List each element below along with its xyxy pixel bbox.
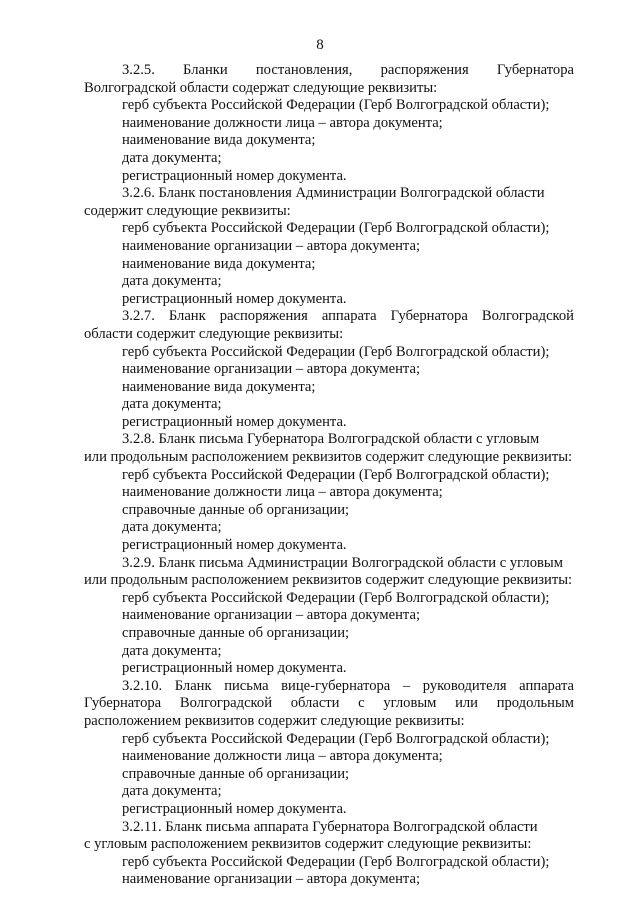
requisite-list-item: регистрационный номер документа. bbox=[122, 800, 347, 817]
clause-heading-line: 3.2.5. Бланки постановления, распоряжения Губернатора bbox=[122, 62, 574, 78]
clause-text-line: расположением реквизитов содержит следующие реквизиты: bbox=[84, 712, 465, 729]
clause-text-line: или продольным расположением реквизитов содержит следующие реквизиты: bbox=[84, 572, 573, 589]
requisite-list-item: наименование вида документа; bbox=[122, 378, 316, 395]
requisite-list-item: регистрационный номер документа. bbox=[122, 290, 347, 307]
clause-section bbox=[84, 185, 574, 308]
requisite-list-item: дата документа; bbox=[122, 783, 222, 800]
requisite-list-item: дата документа; bbox=[122, 273, 222, 290]
clause-heading-line: 3.2.10. Бланк письма вице-губернатора – руководителя аппарата bbox=[122, 677, 574, 694]
clause-text-line: или продольным расположением реквизитов содержит следующие реквизиты: bbox=[84, 449, 573, 466]
requisite-list-item: герб субъекта Российской Федерации (Герб Волгоградской области); bbox=[122, 97, 550, 114]
clause-section bbox=[84, 555, 574, 678]
requisite-list-item: герб субъекта Российской Федерации (Герб Волгоградской области); bbox=[122, 220, 550, 237]
clause-heading-line: 3.2.8. Бланк письма Губернатора Волгоградской области с угловым bbox=[122, 431, 540, 448]
clause-text-line: Волгоградской области содержат следующие реквизиты: bbox=[84, 79, 438, 96]
clause-section bbox=[84, 62, 574, 185]
clause-heading-line: 3.2.7. Бланк распоряжения аппарата Губернатора Волгоградской bbox=[122, 308, 574, 325]
requisite-list-item: наименование организации – автора документа; bbox=[122, 237, 421, 254]
requisite-list-item: справочные данные об организации; bbox=[122, 765, 350, 782]
requisite-list-item: наименование должности лица – автора документа; bbox=[122, 748, 443, 765]
requisite-list-item: наименование вида документа; bbox=[122, 255, 316, 272]
requisite-list-item: наименование организации – автора документа; bbox=[122, 871, 421, 888]
document-body bbox=[84, 62, 574, 889]
clause-heading-line: 3.2.11. Бланк письма аппарата Губернатора Волгоградской области bbox=[122, 818, 538, 835]
requisite-list-item: регистрационный номер документа. bbox=[122, 413, 347, 430]
clause-text-line: содержит следующие реквизиты: bbox=[84, 202, 291, 219]
requisite-list-item: наименование организации – автора документа; bbox=[122, 607, 421, 624]
requisite-list-item: регистрационный номер документа. bbox=[122, 660, 347, 677]
requisite-list-item: дата документа; bbox=[122, 642, 222, 659]
requisite-list-item: справочные данные об организации; bbox=[122, 501, 350, 518]
requisite-list-item: наименование должности лица – автора документа; bbox=[122, 484, 443, 501]
requisite-list-item: наименование организации – автора документа; bbox=[122, 361, 421, 378]
clause-section bbox=[84, 678, 574, 819]
requisite-list-item: наименование вида документа; bbox=[122, 132, 316, 149]
requisite-list-item: справочные данные об организации; bbox=[122, 625, 350, 641]
clause-text-line: с угловым расположением реквизитов содержит следующие реквизиты: bbox=[84, 836, 532, 853]
clause-heading-line: 3.2.9. Бланк письма Администрации Волгоградской области с угловым bbox=[122, 554, 563, 571]
clause-text-line: Губернатора Волгоградской области с угловым или продольным bbox=[84, 695, 574, 712]
page-number: 8 bbox=[316, 37, 324, 53]
requisite-list-item: регистрационный номер документа. bbox=[122, 537, 347, 554]
requisite-list-item: герб субъекта Российской Федерации (Герб Волгоградской области); bbox=[122, 343, 550, 360]
requisite-list-item: герб субъекта Российской Федерации (Герб Волгоградской области); bbox=[122, 589, 550, 606]
clause-text-line: области содержит следующие реквизиты: bbox=[84, 325, 344, 342]
requisite-list-item: регистрационный номер документа. bbox=[122, 167, 347, 184]
requisite-list-item: дата документа; bbox=[122, 519, 222, 536]
clause-section bbox=[84, 819, 574, 889]
requisite-list-item: герб субъекта Российской Федерации (Герб Волгоградской области); bbox=[122, 466, 550, 483]
requisite-list-item: герб субъекта Российской Федерации (Герб Волгоградской области); bbox=[122, 853, 550, 870]
clause-section bbox=[84, 431, 574, 554]
clause-heading-line: 3.2.6. Бланк постановления Администрации Волгоградской области bbox=[122, 185, 545, 202]
requisite-list-item: дата документа; bbox=[122, 149, 222, 166]
requisite-list-item: наименование должности лица – автора документа; bbox=[122, 114, 443, 131]
requisite-list-item: герб субъекта Российской Федерации (Герб Волгоградской области); bbox=[122, 730, 550, 747]
requisite-list-item: дата документа; bbox=[122, 396, 222, 413]
clause-section bbox=[84, 308, 574, 431]
